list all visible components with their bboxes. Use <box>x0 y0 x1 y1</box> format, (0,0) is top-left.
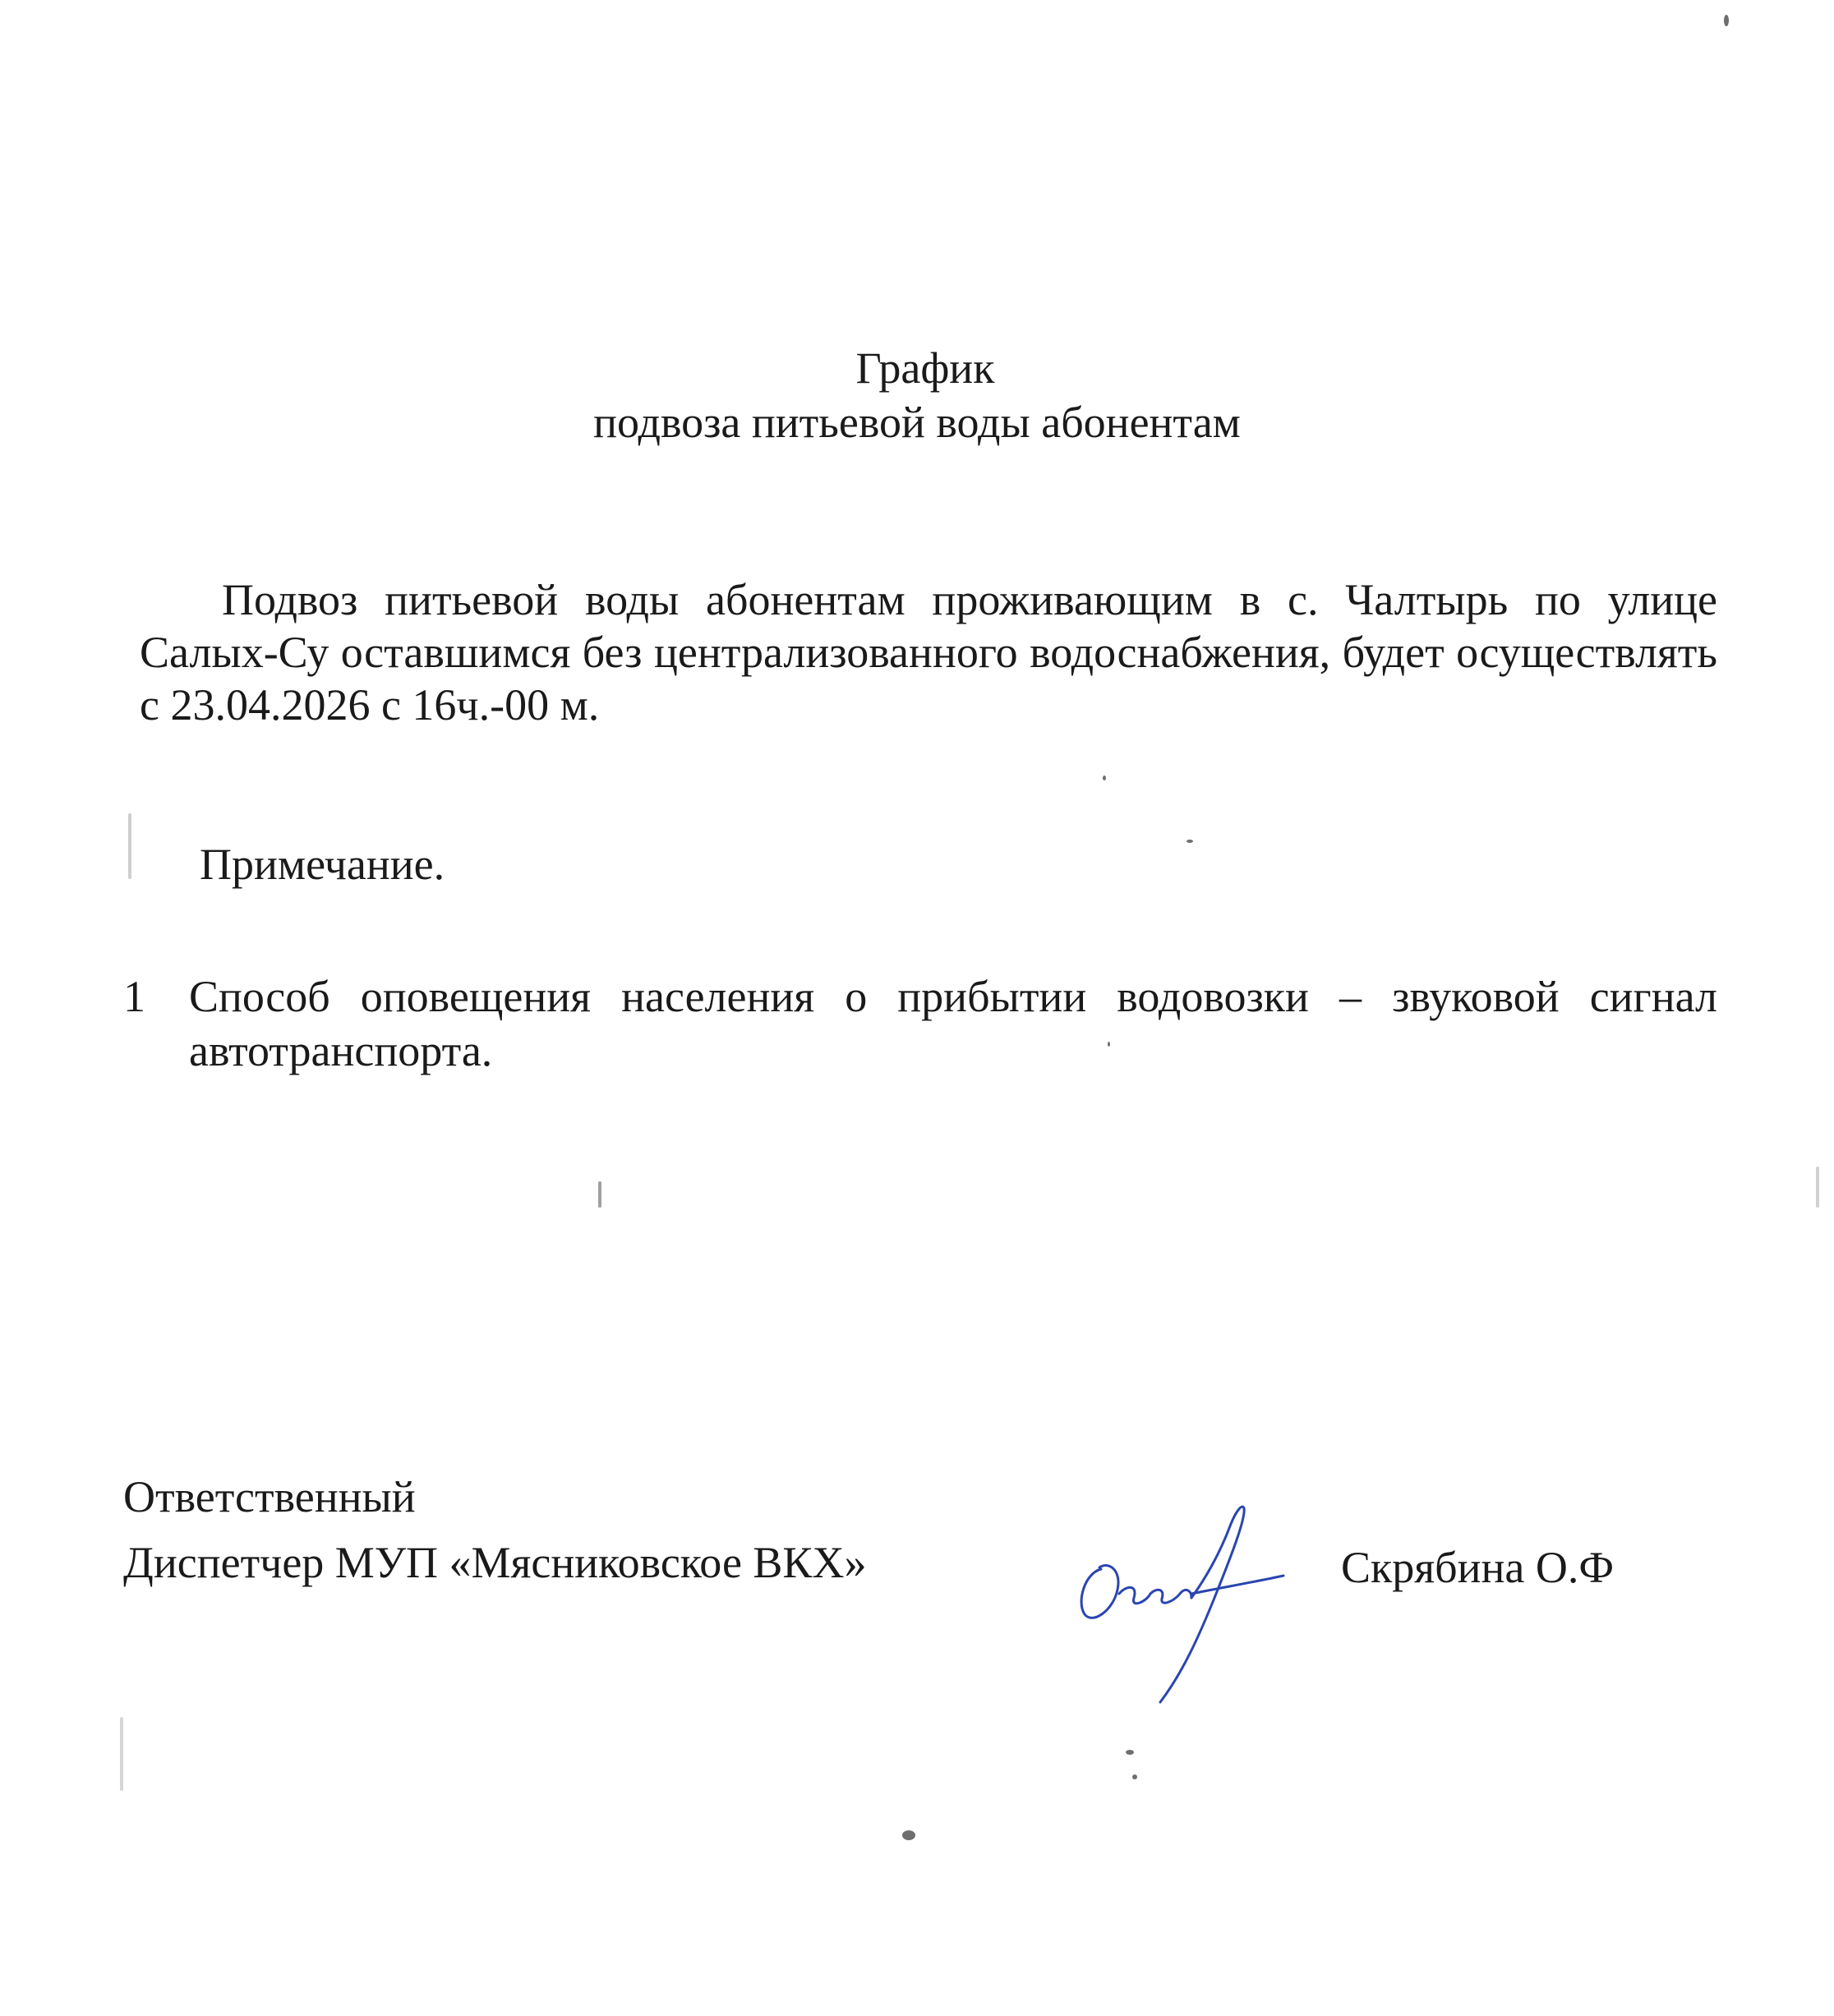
body-paragraph: Подвоз питьевой воды абонентам проживающим в с. Чалтырь по улице Салых-Су оставшимся без централизованного водоснабжения, будет осуществлять с 23.04.2026 с 16ч.-00 м. <box>140 575 1717 730</box>
responsible-label: Ответственный <box>123 1472 416 1521</box>
note-heading: Примечание. <box>200 840 445 889</box>
scan-speck <box>1126 1750 1134 1755</box>
responsible-name: Скрябина О.Ф <box>1341 1543 1614 1592</box>
scan-speck <box>1816 1167 1819 1208</box>
document-title-block <box>0 341 1834 449</box>
responsible-role: Диспетчер МУП «Мясниковское ВКХ» <box>123 1538 867 1587</box>
note-text: Способ оповещения населения о прибытии водовозки – звуковой сигнал автотранспорта. <box>189 972 1717 1075</box>
scan-speck <box>120 1717 123 1791</box>
scan-speck <box>598 1181 601 1208</box>
note-item <box>123 969 1717 1078</box>
scan-speck <box>1103 776 1106 780</box>
document-title: График <box>855 343 995 393</box>
document-subtitle: подвоза питьевой воды абонентам <box>593 398 1241 447</box>
handwritten-signature <box>1068 1479 1315 1709</box>
note-number: 1 <box>123 972 145 1021</box>
scan-speck <box>128 813 131 879</box>
scan-speck <box>902 1830 915 1840</box>
scan-speck <box>1108 1042 1110 1047</box>
scan-speck <box>1187 840 1193 843</box>
scan-speck <box>1724 15 1729 26</box>
scan-speck <box>1132 1774 1137 1779</box>
